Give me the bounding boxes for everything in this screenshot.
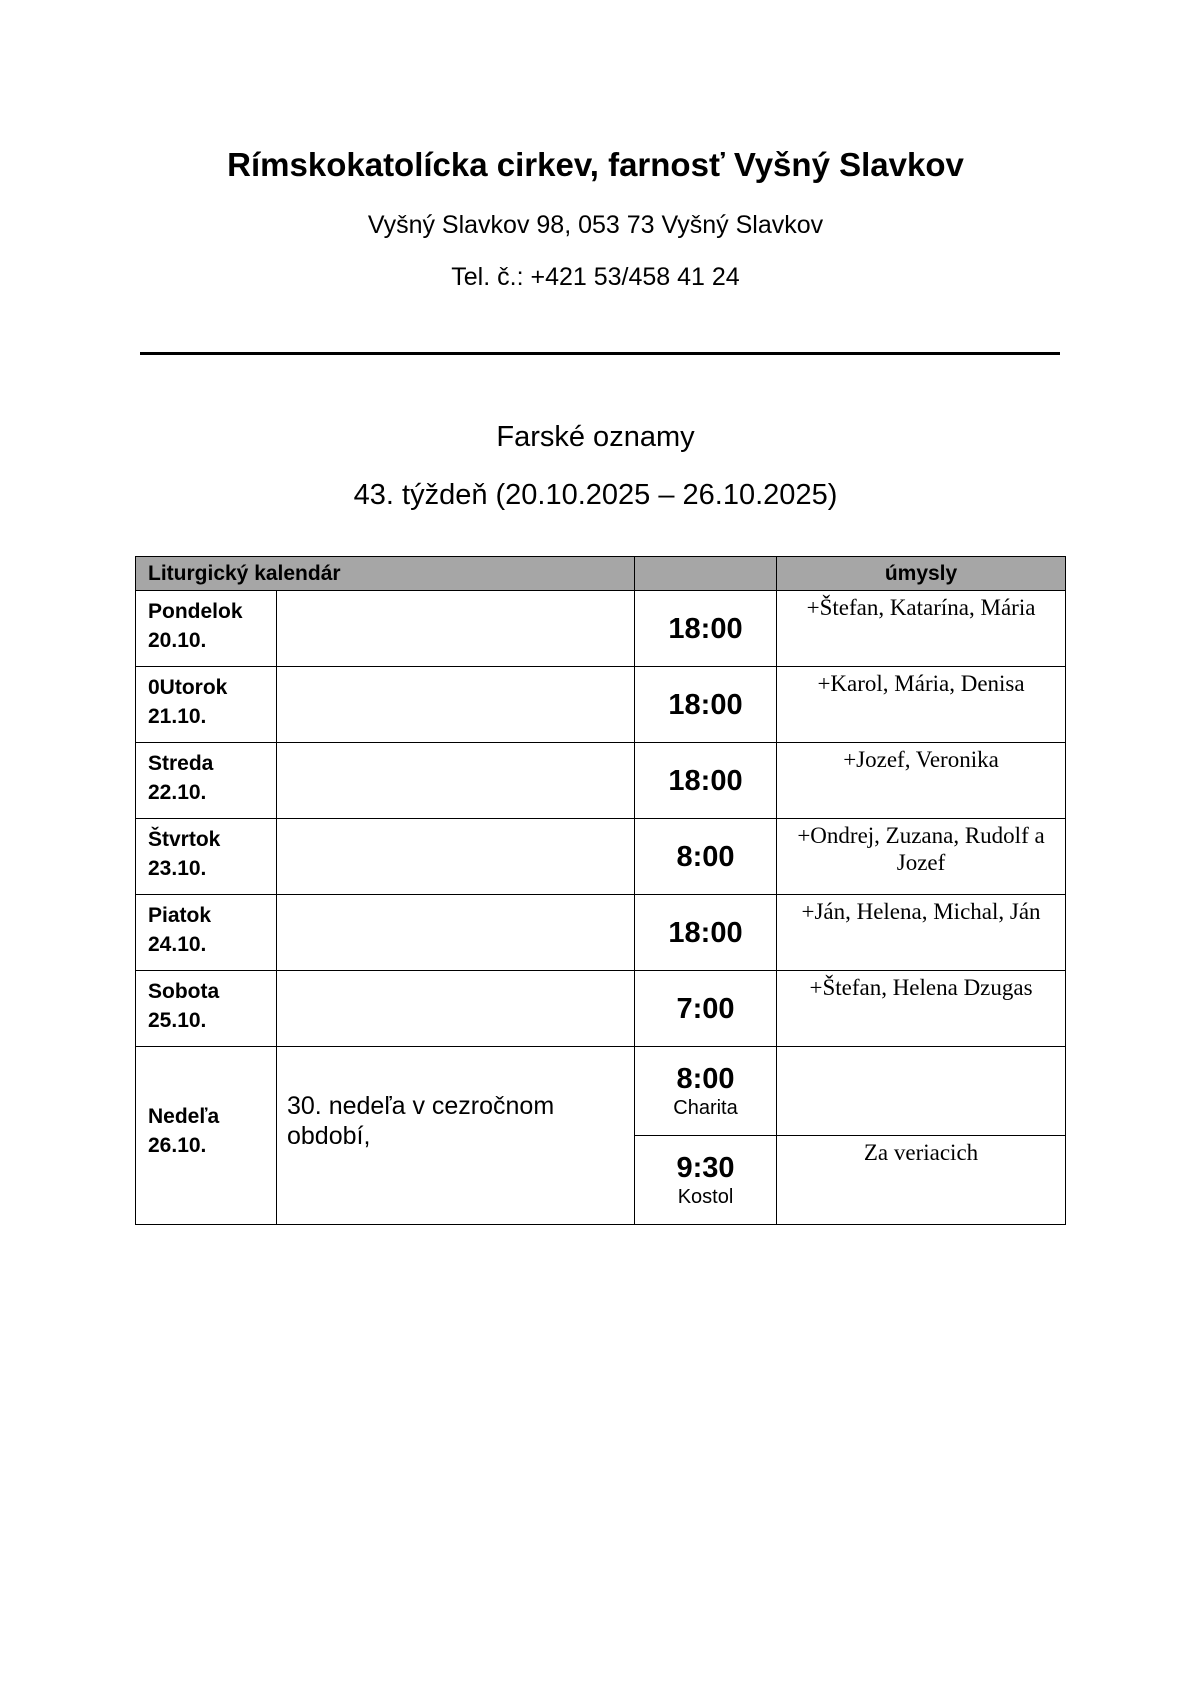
mass-time: 18:00 bbox=[668, 916, 743, 949]
day-cell bbox=[136, 743, 277, 819]
day-name: Štvrtok bbox=[148, 828, 221, 851]
intention-cell: +Štefan, Katarína, Mária bbox=[777, 591, 1066, 667]
mass-time: 18:00 bbox=[668, 764, 743, 797]
header-time bbox=[635, 557, 777, 591]
time-cell bbox=[635, 1136, 777, 1225]
day-name: Piatok bbox=[148, 904, 212, 927]
mass-place: Charita bbox=[673, 1097, 738, 1119]
day-name: Sobota bbox=[148, 980, 220, 1003]
feast-cell bbox=[277, 819, 635, 895]
day-date: 26.10. bbox=[148, 1133, 207, 1157]
time-cell bbox=[635, 971, 777, 1047]
header-liturgical-calendar: Liturgický kalendár bbox=[136, 557, 635, 591]
day-date: 24.10. bbox=[148, 933, 207, 956]
intention-cell bbox=[777, 1047, 1066, 1136]
day-cell bbox=[136, 971, 277, 1047]
table-row bbox=[136, 667, 1066, 743]
mass-time: 8:00 bbox=[676, 1063, 735, 1095]
day-cell bbox=[136, 819, 277, 895]
time-cell bbox=[635, 895, 777, 971]
day-date: 22.10. bbox=[148, 781, 207, 804]
intention-cell: +Jozef, Veronika bbox=[777, 743, 1066, 819]
header-intentions: úmysly bbox=[777, 557, 1066, 591]
schedule-table bbox=[135, 556, 1066, 1225]
mass-place: Kostol bbox=[677, 1186, 734, 1208]
day-date: 23.10. bbox=[148, 857, 207, 880]
week-range: 43. týždeň (20.10.2025 – 26.10.2025) bbox=[353, 479, 838, 511]
time-cell bbox=[635, 743, 777, 819]
parish-phone: Tel. č.: +421 53/458 41 24 bbox=[451, 263, 740, 291]
time-cell bbox=[635, 819, 777, 895]
intention-cell: +Štefan, Helena Dzugas bbox=[777, 971, 1066, 1047]
day-name: Pondelok bbox=[148, 600, 243, 623]
feast-cell bbox=[277, 895, 635, 971]
feast-cell: 30. nedeľa v cezročnom období, bbox=[277, 1047, 635, 1225]
table-header-row bbox=[136, 557, 1066, 591]
mass-time: 8:00 bbox=[676, 840, 735, 873]
day-name: Nedeľa bbox=[148, 1104, 220, 1128]
day-date: 21.10. bbox=[148, 705, 207, 728]
intention-cell: +Ondrej, Zuzana, Rudolf a Jozef bbox=[777, 819, 1066, 895]
parish-address: Vyšný Slavkov 98, 053 73 Vyšný Slavkov bbox=[367, 211, 824, 239]
mass-time: 9:30 bbox=[676, 1152, 735, 1184]
mass-time: 7:00 bbox=[676, 992, 735, 1025]
feast-cell bbox=[277, 971, 635, 1047]
day-cell bbox=[136, 591, 277, 667]
mass-time: 18:00 bbox=[668, 688, 743, 721]
parish-title: Rímskokatolícka cirkev, farnosť Vyšný Slavkov bbox=[227, 146, 964, 183]
day-date: 25.10. bbox=[148, 1009, 207, 1032]
intention-cell: +Karol, Mária, Denisa bbox=[777, 667, 1066, 743]
day-cell bbox=[136, 667, 277, 743]
feast-cell bbox=[277, 743, 635, 819]
feast-cell bbox=[277, 667, 635, 743]
table-row-sunday bbox=[136, 1047, 1066, 1136]
announcements-title: Farské oznamy bbox=[496, 421, 695, 453]
header-divider bbox=[140, 352, 1060, 355]
day-cell bbox=[136, 1047, 277, 1225]
time-cell bbox=[635, 591, 777, 667]
day-name: Streda bbox=[148, 752, 214, 775]
table-row bbox=[136, 819, 1066, 895]
mass-time: 18:00 bbox=[668, 612, 743, 645]
feast-cell bbox=[277, 591, 635, 667]
day-name: 0Utorok bbox=[148, 676, 228, 699]
table-row bbox=[136, 971, 1066, 1047]
intention-cell: Za veriacich bbox=[777, 1136, 1066, 1225]
time-cell bbox=[635, 667, 777, 743]
table-row bbox=[136, 895, 1066, 971]
day-cell bbox=[136, 895, 277, 971]
intention-cell: +Ján, Helena, Michal, Ján bbox=[777, 895, 1066, 971]
table-row bbox=[136, 743, 1066, 819]
time-cell bbox=[635, 1047, 777, 1136]
day-date: 20.10. bbox=[148, 629, 207, 652]
table-row bbox=[136, 591, 1066, 667]
